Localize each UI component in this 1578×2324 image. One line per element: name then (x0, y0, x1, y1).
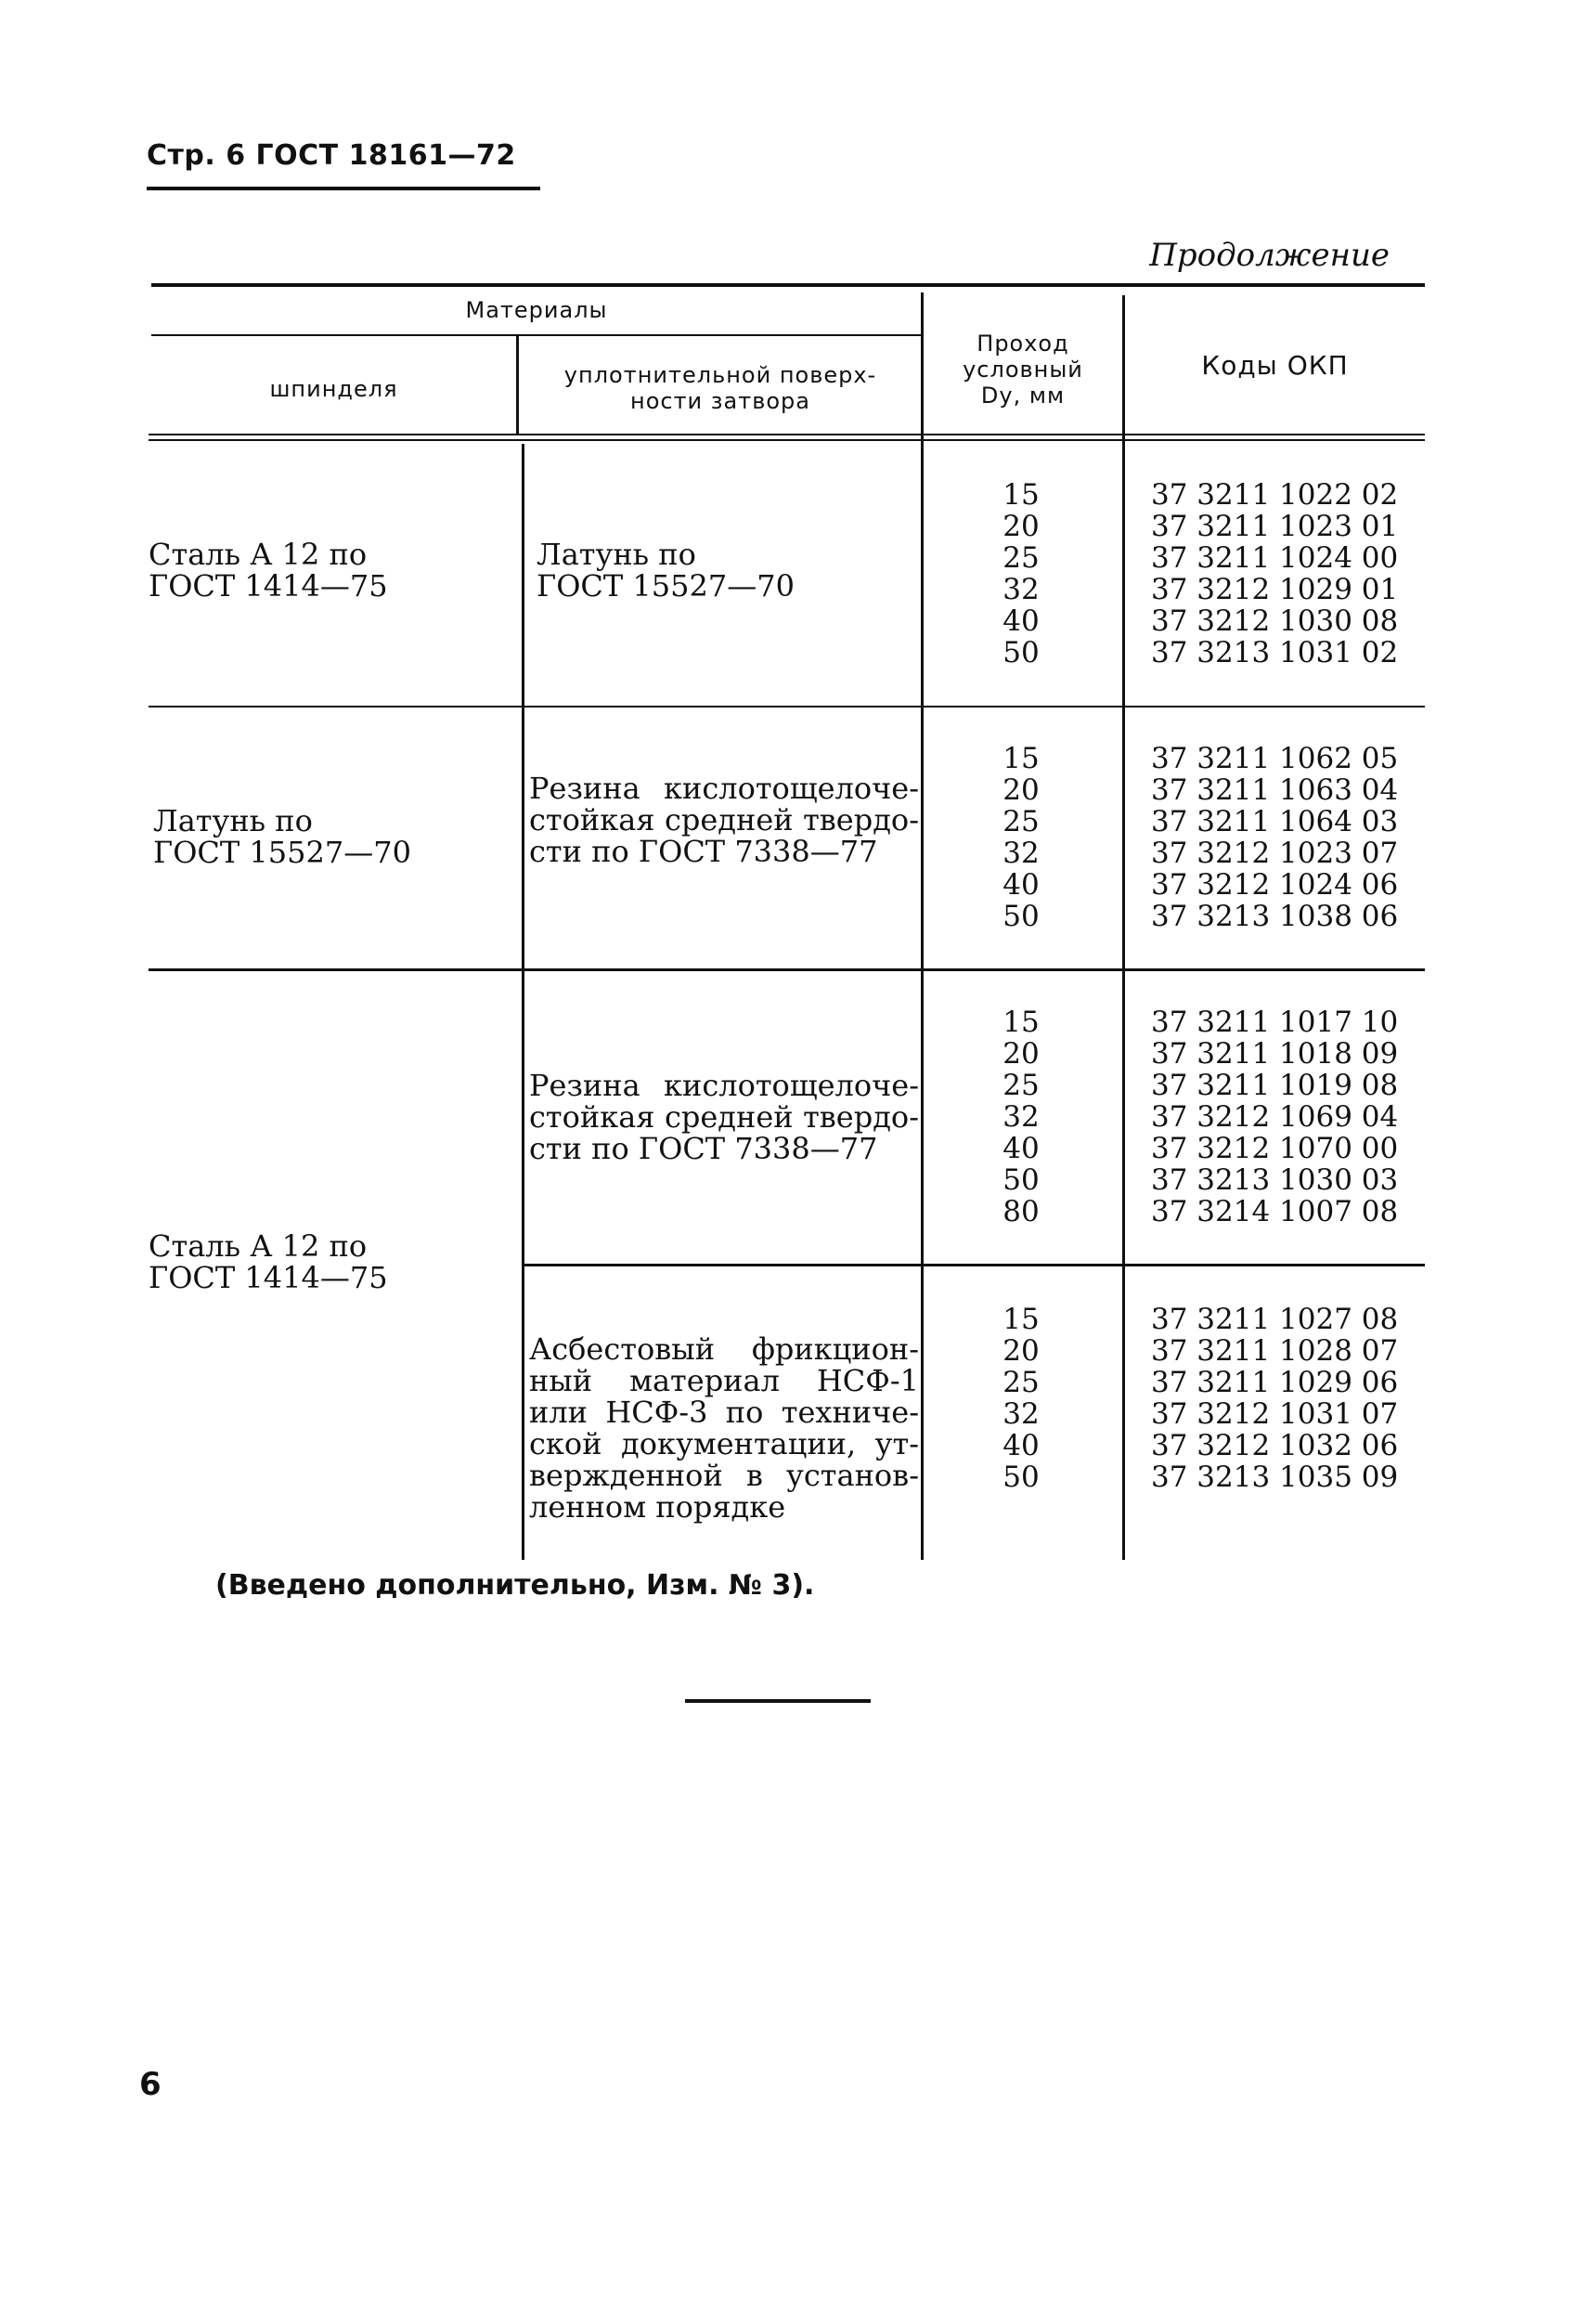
col-divider-2 (921, 292, 924, 1560)
subgroup-rule (523, 1264, 1425, 1266)
header-passage: Проход условный Dу, мм (963, 331, 1083, 409)
header-spindle: шпинделя (269, 376, 398, 402)
sealing-material: Резина кислотощелоче-стойкая средней твердо-сти по ГОСТ 7338—77 (529, 1068, 919, 1166)
col-divider-1 (522, 444, 524, 1560)
okp-codes: 37 3211 1062 05 37 3211 1063 04 37 3211 1064 03 37 3212 1023 07 37 3212 1024 06 37 3213 1038 06 (1151, 742, 1399, 933)
col-divider-1-head (516, 336, 519, 434)
header-sealing: уплотнительной поверх- ности затвора (563, 362, 877, 414)
okp-codes: 37 3211 1017 10 37 3211 1018 09 37 3211 1019 08 37 3212 1069 04 37 3212 1070 00 37 3213 1030 03 37 3214 1007 08 (1151, 1006, 1399, 1228)
materials-rule (151, 334, 922, 336)
group1-rule (149, 706, 1425, 708)
okp-codes: 37 3211 1022 02 37 3211 1023 01 37 3211 1024 00 37 3212 1029 01 37 3212 1030 08 37 3213 1031 02 (1151, 478, 1399, 669)
spindle-material: Латунь по ГОСТ 15527—70 (153, 803, 411, 870)
passage-values: 15 20 25 32 40 50 80 (1002, 1006, 1040, 1228)
end-rule (685, 1699, 871, 1703)
header-rule (147, 187, 540, 190)
sealing-material: Асбестовый фрикцион-ный материал НСФ-1 или НСФ-3 по техниче-ской документации, ут-вержденной в установ-ленном порядке (529, 1331, 919, 1525)
spindle-material: Сталь А 12 по ГОСТ 1414—75 (149, 1228, 388, 1295)
spindle-material: Сталь А 12 по ГОСТ 1414—75 (149, 537, 388, 604)
okp-codes: 37 3211 1027 08 37 3211 1028 07 37 3211 1029 06 37 3212 1031 07 37 3212 1032 06 37 3213 1035 09 (1151, 1303, 1399, 1494)
group2-rule (149, 968, 1425, 971)
header-bottom-rule-2 (149, 439, 1425, 441)
sealing-material: Латунь по ГОСТ 15527—70 (537, 537, 795, 604)
page-number: 6 (139, 2066, 162, 2103)
passage-values: 15 20 25 32 40 50 (1002, 1303, 1040, 1494)
header-materials: Материалы (465, 297, 608, 323)
header-codes: Коды ОКП (1201, 350, 1349, 381)
sealing-material: Резина кислотощелоче-стойкая средней твердо-сти по ГОСТ 7338—77 (529, 771, 919, 869)
page-header: Стр. 6 ГОСТ 18161—72 (147, 139, 516, 172)
continuation-label: Продолжение (1149, 237, 1390, 274)
passage-values: 15 20 25 32 40 50 (1002, 742, 1040, 933)
header-bottom-rule (149, 434, 1425, 435)
col-divider-3 (1122, 295, 1125, 1560)
passage-values: 15 20 25 32 40 50 (1002, 478, 1040, 669)
table-top-rule (151, 283, 1425, 287)
amendment-note: (Введено дополнительно, Изм. № 3). (215, 1569, 815, 1602)
